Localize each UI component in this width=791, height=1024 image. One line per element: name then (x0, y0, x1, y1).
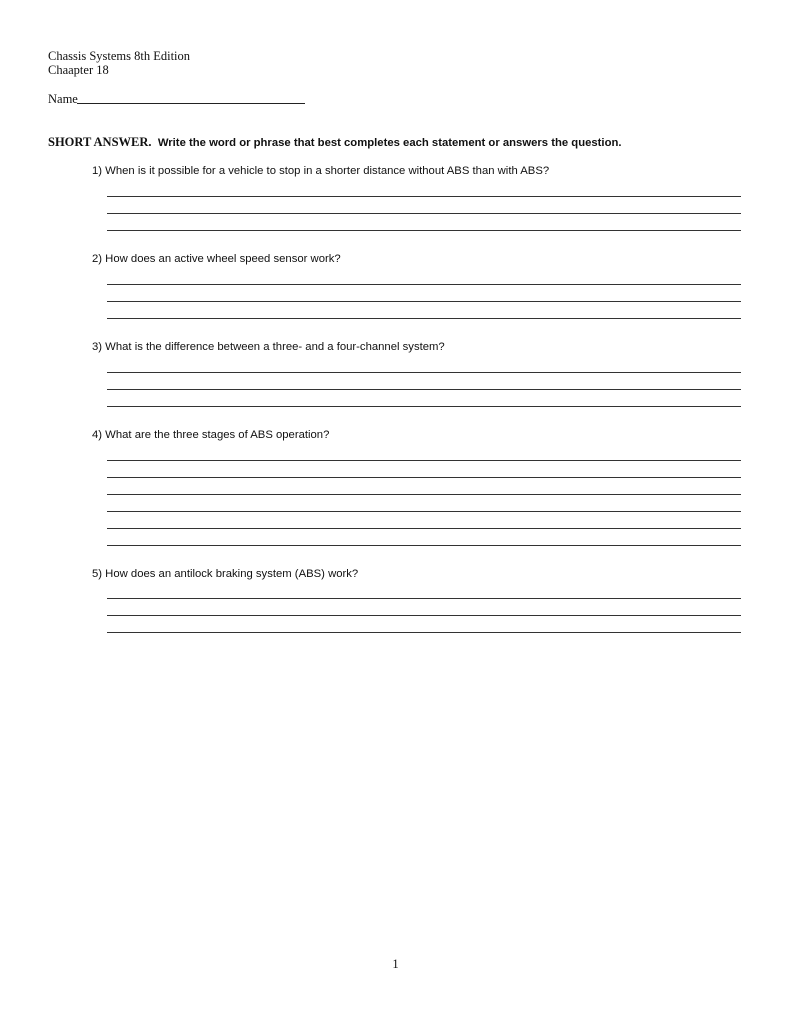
answer-line[interactable] (107, 460, 741, 461)
answer-line[interactable] (107, 494, 741, 495)
answer-line[interactable] (107, 528, 741, 529)
answer-line[interactable] (107, 301, 741, 302)
name-label: Name (48, 92, 78, 106)
answer-line[interactable] (107, 389, 741, 390)
instructions-text: Write the word or phrase that best completes each statement or answers the question. (157, 137, 622, 149)
answer-line[interactable] (107, 615, 741, 616)
question-1: 1) When is it possible for a vehicle to stop in a shorter distance without ABS than with ABS? (92, 165, 550, 177)
course-title: Chassis Systems 8th Edition (48, 49, 191, 63)
chapter-title: Chaapter 18 (48, 63, 109, 77)
answer-line[interactable] (107, 406, 741, 407)
question-4: 4) What are the three stages of ABS operation? (92, 429, 330, 441)
answer-line[interactable] (107, 372, 741, 373)
question-2: 2) How does an active wheel speed sensor work? (92, 253, 341, 265)
answer-line[interactable] (107, 318, 741, 319)
answer-line[interactable] (107, 632, 741, 633)
answer-line[interactable] (107, 545, 741, 546)
answer-line[interactable] (107, 213, 741, 214)
question-3: 3) What is the difference between a three- and a four-channel system? (92, 341, 445, 353)
name-blank-line[interactable] (77, 103, 305, 104)
answer-line[interactable] (107, 511, 741, 512)
instructions-lead: SHORT ANSWER. (48, 135, 152, 149)
answer-line[interactable] (107, 477, 741, 478)
answer-line[interactable] (107, 598, 741, 599)
answer-line[interactable] (107, 284, 741, 285)
instructions (48, 135, 622, 150)
answer-line[interactable] (107, 230, 741, 231)
question-5: 5) How does an antilock braking system (ABS) work? (92, 568, 359, 580)
answer-line[interactable] (107, 196, 741, 197)
page-number: 1 (392, 957, 399, 971)
